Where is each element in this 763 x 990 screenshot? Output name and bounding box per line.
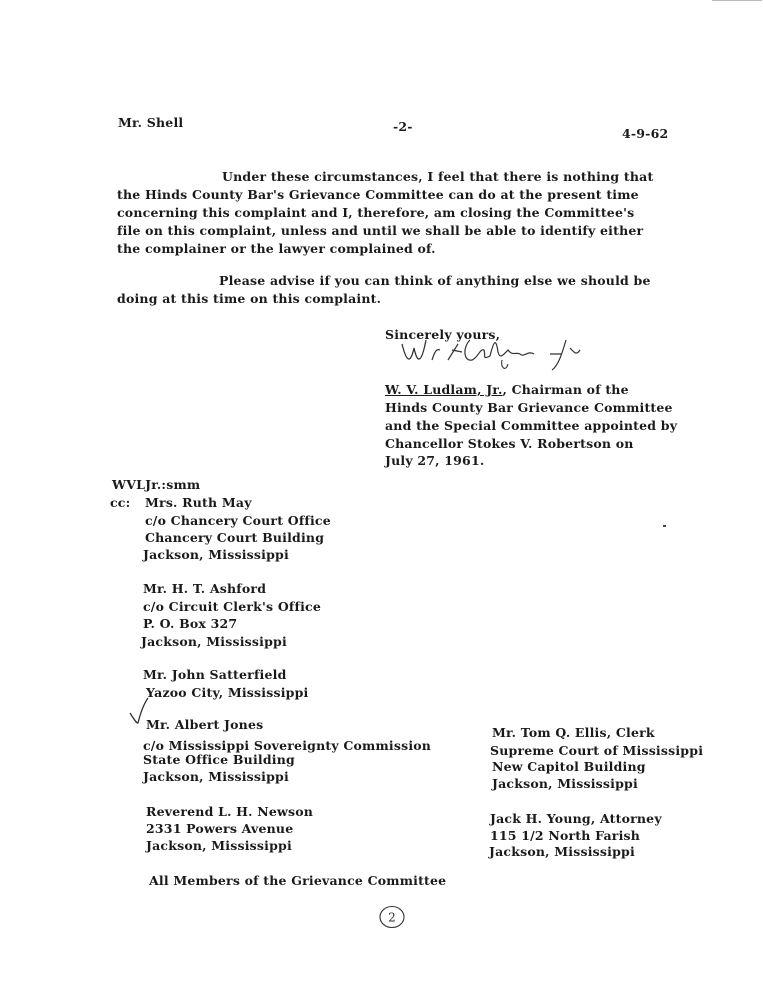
cc-line: Supreme Court of Mississippi <box>490 743 704 758</box>
cc-line: Jackson, Mississippi <box>489 844 635 859</box>
cc-line: Mrs. Ruth May <box>145 495 252 510</box>
scan-speck <box>663 525 666 527</box>
page-number: -2- <box>393 119 413 134</box>
cc-line: 115 1/2 North Farish <box>490 828 641 843</box>
cc-line: Mr. Albert Jones <box>146 717 264 732</box>
scan-speck <box>712 0 762 1</box>
para1-line5: the complainer or the lawyer complained of. <box>117 241 436 256</box>
cc-line: Mr. Tom Q. Ellis, Clerk <box>492 725 655 740</box>
all-members-line: All Members of the Grievance Committee <box>149 873 447 888</box>
signer-line3: and the Special Committee appointed by <box>385 418 678 433</box>
cc-line: State Office Building <box>143 752 295 767</box>
circled-page-number <box>378 904 406 930</box>
signer-title: , Chairman of the <box>502 382 629 397</box>
cc-label: cc: <box>110 495 131 510</box>
cc-line: Jackson, Mississippi <box>141 634 287 649</box>
para2-line1: Please advise if you can think of anything else we should be <box>219 273 651 288</box>
salutation: Sincerely yours, <box>385 327 501 342</box>
cc-line: c/o Chancery Court Office <box>145 513 331 528</box>
para1-line1: Under these circumstances, I feel that there is nothing that <box>222 169 654 184</box>
signer-name: W. V. Ludlam, Jr. <box>385 382 503 397</box>
cc-line: Jackson, Mississippi <box>143 769 289 784</box>
cc-line: Mr. John Satterfield <box>143 667 287 682</box>
cc-line: New Capitol Building <box>492 759 646 774</box>
circled-page-digit: 2 <box>388 910 396 925</box>
cc-line: Reverend L. H. Newson <box>146 804 314 819</box>
cc-line: Mr. H. T. Ashford <box>143 581 267 596</box>
cc-line: Yazoo City, Mississippi <box>146 685 309 700</box>
para2-line2: doing at this time on this complaint. <box>117 291 382 306</box>
cc-line: Jackson, Mississippi <box>492 776 638 791</box>
cc-line: Jackson, Mississippi <box>146 838 292 853</box>
signer-line1 <box>385 381 629 398</box>
signer-line4: Chancellor Stokes V. Robertson on <box>385 436 634 451</box>
cc-line: Jackson, Mississippi <box>143 547 289 562</box>
cc-line: Chancery Court Building <box>145 530 325 545</box>
cc-line: c/o Circuit Clerk's Office <box>143 599 321 614</box>
signer-line5: July 27, 1961. <box>385 453 485 468</box>
cc-line: c/o Mississippi Sovereignty Commission <box>143 738 432 753</box>
cc-line: P. O. Box 327 <box>143 616 238 631</box>
handwritten-signature <box>400 330 600 375</box>
reference-initials: WVLJr.:smm <box>112 477 201 492</box>
addressee: Mr. Shell <box>118 115 184 130</box>
letter-date: 4-9-62 <box>622 126 669 141</box>
cc-line: 2331 Powers Avenue <box>146 821 294 836</box>
para1-line2: the Hinds County Bar's Grievance Committee can do at the present time <box>117 187 639 202</box>
cc-line: Jack H. Young, Attorney <box>490 811 662 826</box>
signer-line2: Hinds County Bar Grievance Committee <box>385 400 673 415</box>
para1-line3: concerning this complaint and I, therefore, am closing the Committee's <box>117 205 635 220</box>
para1-line4: file on this complaint, unless and until we shall be able to identify either <box>117 223 644 238</box>
